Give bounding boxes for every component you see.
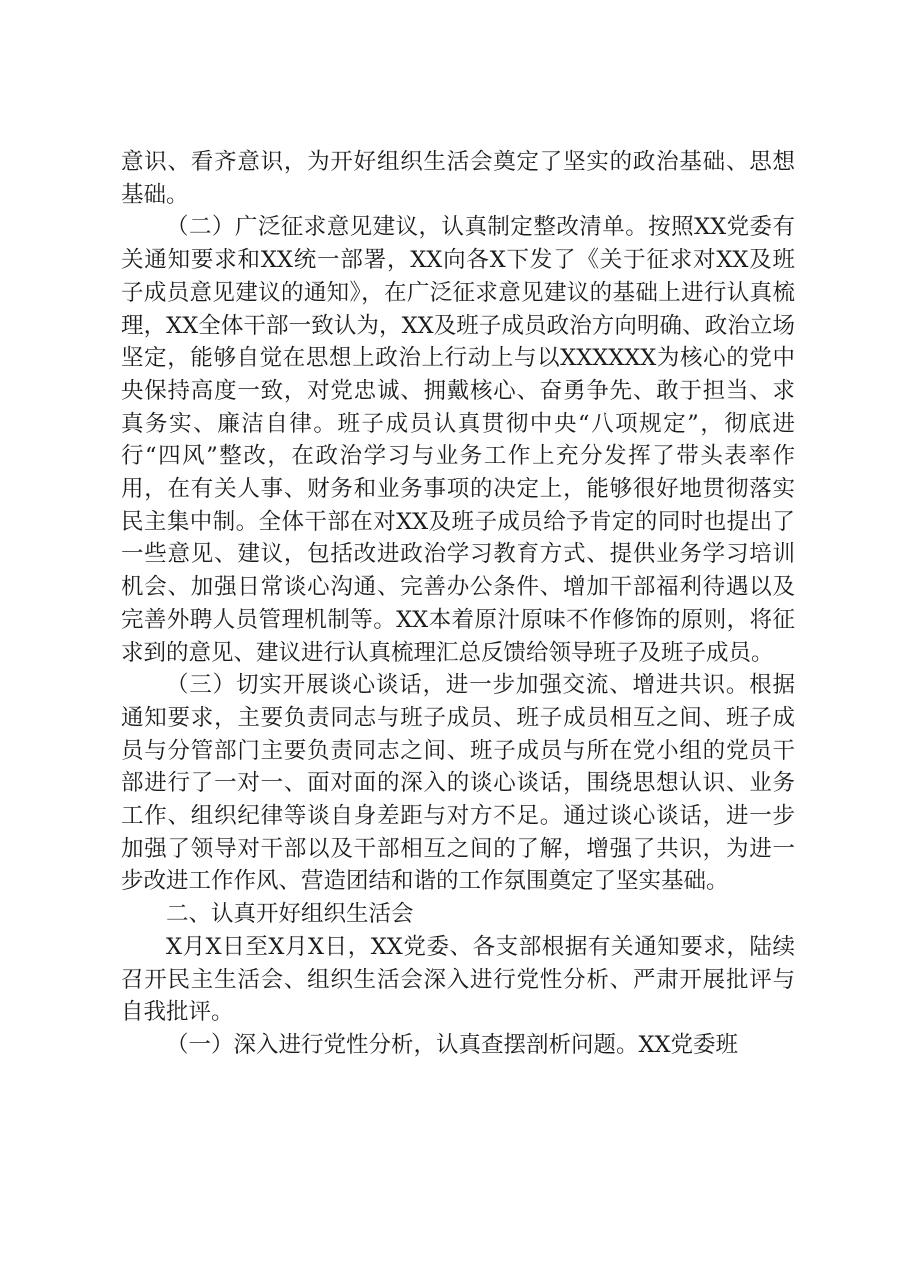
paragraph-section-two: （二）广泛征求意见建议，认真制定整改清单。按照XX党委有关通知要求和XX统一部署，XX向各X下发了《关于征求对XX及班子成员意见建议的通知》，在广泛征求意见建议的基础上进行认真梳理，XX全体干部一致认为，XX及班子成员政治方向明确、政治立场坚定，能够自觉在思想上政治上行动上与以XXXXXX为核心的党中央保持高度一致，对党忠诚、拥戴核心、奋勇争先、敢于担当、求真务实、廉洁自律。班子成员认真贯彻中央“八项规定”，彻底进行“四风”整改，在政治学习与业务工作上充分发挥了带头表率作用，在有关人事、财务和业务事项的决定上，能够很好地贯彻落实民主集中制。全体干部在对XX及班子成员给予肯定的同时也提出了一些意见、建议，包括改进政治学习教育方式、提供业务学习培训机会、加强日常谈心沟通、完善办公条件、增加干部福利待遇以及完善外聘人员管理机制等。XX本着原汁原味不作修饰的原则，将征求到的意见、建议进行认真梳理汇总反馈给领导班子及班子成员。 xyxy=(121,214,795,666)
section-heading: 二、认真开好组织生活会 xyxy=(166,901,414,928)
paragraph-continuation: 意识、看齐意识，为开好组织生活会奠定了坚实的政治基础、思想基础。 xyxy=(121,149,795,208)
paragraph-subsection-one: （一）深入进行党性分析，认真查摆剖析问题。XX党委班 xyxy=(166,1031,739,1058)
paragraph-section-three: （三）切实开展谈心谈话，进一步加强交流、增进共识。根据通知要求，主要负责同志与班子成员、班子成员相互之间、班子成员与分管部门主要负责同志之间、班子成员与所在党小组的党员干部进行了一对一、面对面的深入的谈心谈话，围绕思想认识、业务工作、组织纪律等谈自身差距与对方不足。通过谈心谈话，进一步加强了领导对干部以及干部相互之间的了解，增强了共识，为进一步改进工作作风、营造团结和谐的工作氛围奠定了坚实基础。 xyxy=(121,672,795,895)
document-body xyxy=(121,146,795,1062)
paragraph-meeting-dates: X月X日至X月X日，XX党委、各支部根据有关通知要求，陆续召开民主生活会、组织生活会深入进行党性分析、严肃开展批评与自我批评。 xyxy=(121,933,795,1026)
